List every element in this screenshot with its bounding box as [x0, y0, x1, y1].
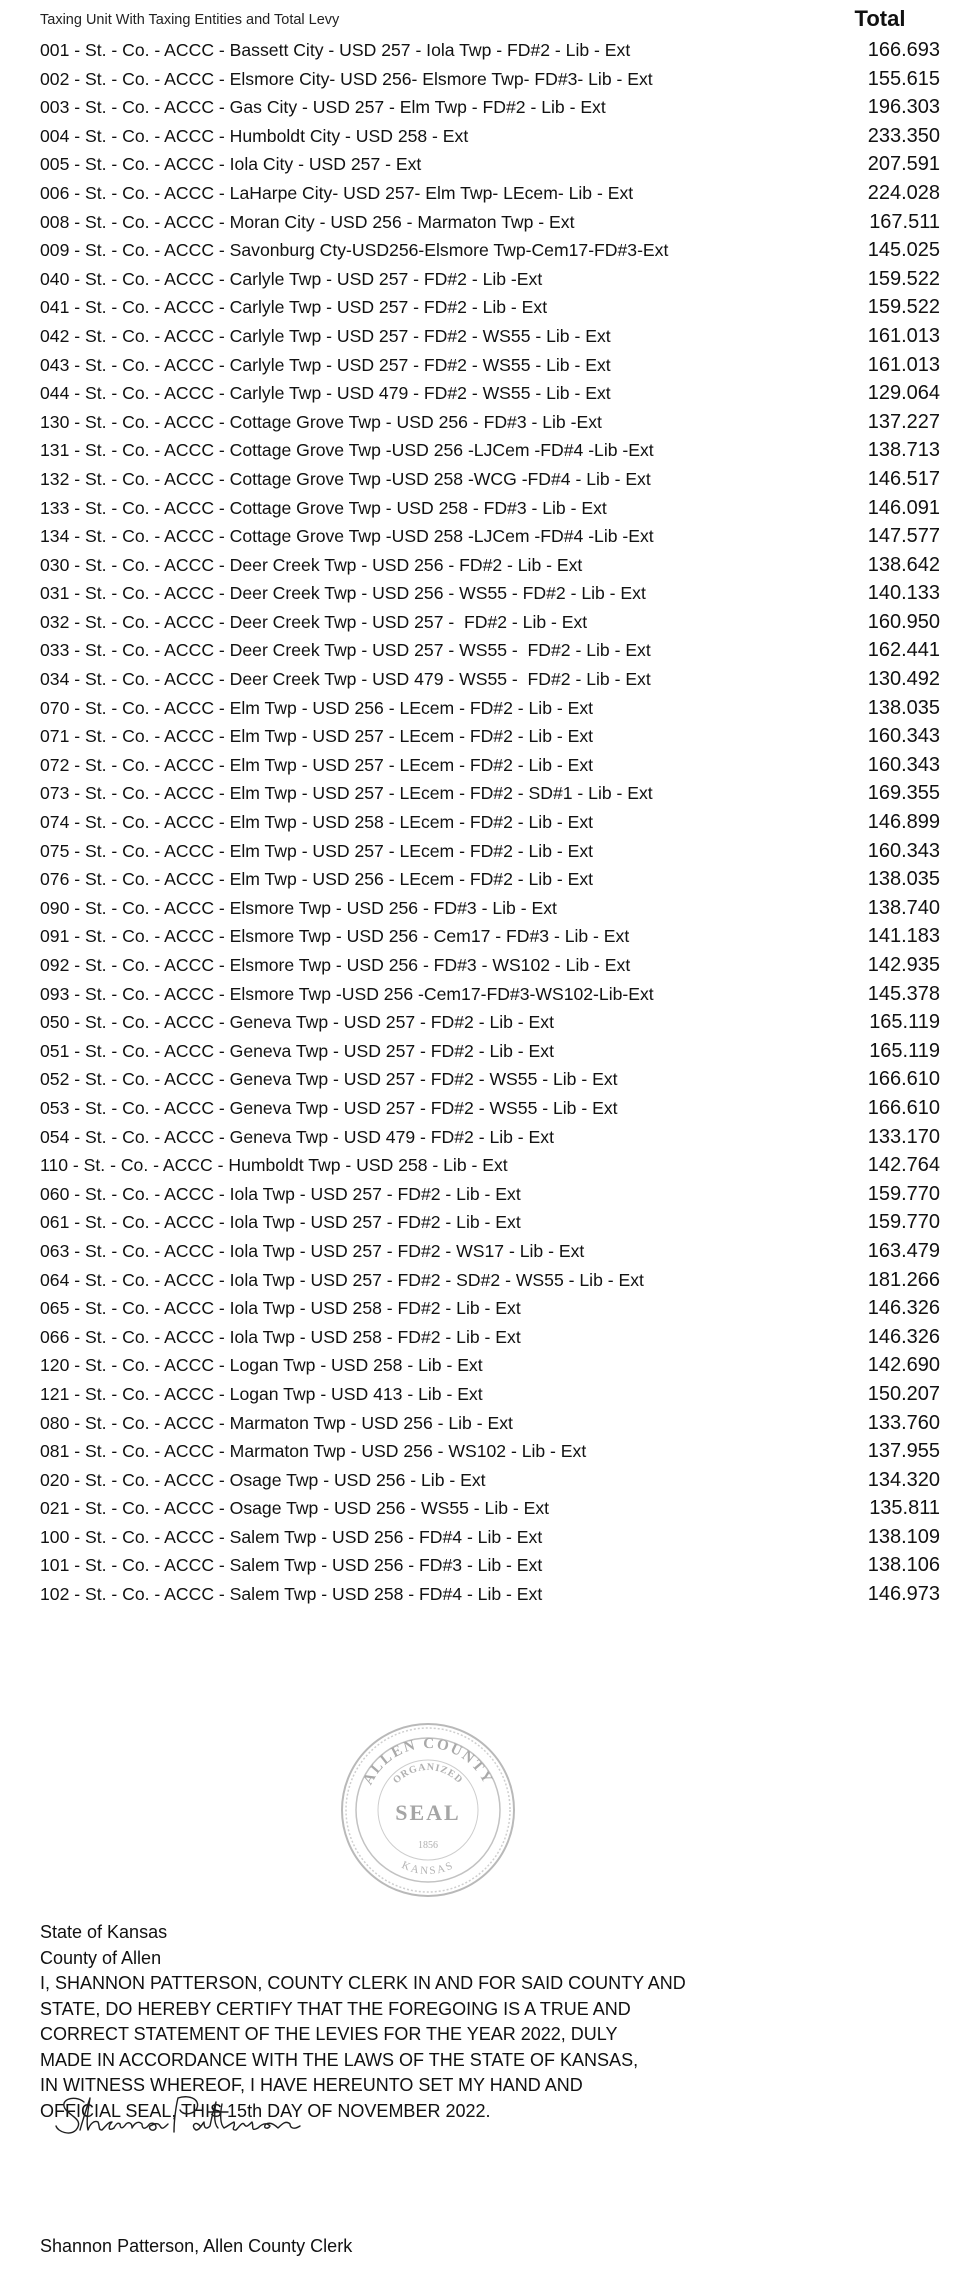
total-levy-value: 160.343	[867, 725, 940, 748]
taxing-unit-description: 134 - St. - Co. - ACCC - Cottage Grove Twp -USD 258 -LJCem -FD#4 -Lib -Ext	[40, 526, 654, 547]
table-row	[40, 522, 940, 551]
total-levy-value: 145.025	[867, 239, 940, 262]
total-levy-value: 135.811	[869, 1497, 940, 1520]
taxing-unit-description: 020 - St. - Co. - ACCC - Osage Twp - USD 256 - Lib - Ext	[40, 1469, 486, 1490]
table-row	[40, 665, 940, 694]
taxing-unit-description: 091 - St. - Co. - ACCC - Elsmore Twp - USD 256 - Cem17 - FD#3 - Lib - Ext	[40, 926, 630, 947]
total-levy-value: 150.207	[867, 1382, 940, 1405]
table-row	[40, 1523, 940, 1552]
table-row	[40, 1409, 940, 1438]
taxing-unit-description: 033 - St. - Co. - ACCC - Deer Creek Twp - USD 257 - WS55 - FD#2 - Lib - Ext	[40, 640, 651, 661]
cert-state: State of Kansas	[40, 1922, 168, 1942]
table-row	[40, 1294, 940, 1323]
table-row	[40, 1551, 940, 1580]
taxing-unit-description: 053 - St. - Co. - ACCC - Geneva Twp - USD 257 - FD#2 - WS55 - Lib - Ext	[40, 1097, 618, 1118]
total-levy-value: 181.266	[867, 1268, 940, 1291]
table-row	[40, 408, 940, 437]
table-row	[40, 65, 940, 94]
taxing-unit-description: 101 - St. - Co. - ACCC - Salem Twp - USD 256 - FD#3 - Lib - Ext	[40, 1555, 543, 1576]
cert-line: I, SHANNON PATTERSON, COUNTY CLERK IN AND FOR SAID COUNTY AND	[40, 1973, 686, 1993]
table-row	[40, 208, 940, 237]
table-row	[40, 465, 940, 494]
table-row	[40, 837, 940, 866]
seal-year: 1856	[418, 1840, 438, 1851]
table-row	[40, 865, 940, 894]
table-row	[40, 1008, 940, 1037]
total-levy-value: 140.133	[867, 582, 940, 605]
taxing-unit-description: 061 - St. - Co. - ACCC - Iola Twp - USD 257 - FD#2 - Lib - Ext	[40, 1212, 521, 1233]
seal-bottom-text: KANSAS	[399, 1859, 457, 1878]
taxing-unit-description: 073 - St. - Co. - ACCC - Elm Twp - USD 257 - LEcem - FD#2 - SD#1 - Lib - Ext	[40, 783, 653, 804]
taxing-unit-description: 070 - St. - Co. - ACCC - Elm Twp - USD 256 - LEcem - FD#2 - Lib - Ext	[40, 697, 594, 718]
taxing-unit-description: 040 - St. - Co. - ACCC - Carlyle Twp - USD 257 - FD#2 - Lib -Ext	[40, 268, 543, 289]
total-levy-value: 142.690	[867, 1354, 940, 1377]
total-levy-value: 169.355	[867, 782, 940, 805]
taxing-unit-description: 021 - St. - Co. - ACCC - Osage Twp - USD 256 - WS55 - Lib - Ext	[40, 1498, 550, 1519]
table-row	[40, 894, 940, 923]
taxing-unit-description: 130 - St. - Co. - ACCC - Cottage Grove Twp - USD 256 - FD#3 - Lib -Ext	[40, 411, 602, 432]
taxing-unit-description: 063 - St. - Co. - ACCC - Iola Twp - USD 257 - FD#2 - WS17 - Lib - Ext	[40, 1240, 585, 1261]
total-levy-value: 142.764	[867, 1154, 940, 1177]
taxing-unit-description: 052 - St. - Co. - ACCC - Geneva Twp - USD 257 - FD#2 - WS55 - Lib - Ext	[40, 1069, 618, 1090]
total-levy-value: 146.973	[867, 1583, 940, 1606]
table-row	[40, 1494, 940, 1523]
table-row	[40, 1123, 940, 1152]
total-levy-value: 155.615	[867, 67, 940, 90]
total-levy-value: 207.591	[867, 153, 940, 176]
signer-name: Shannon Patterson, Allen County Clerk	[40, 2236, 353, 2256]
taxing-unit-description: 064 - St. - Co. - ACCC - Iola Twp - USD 257 - FD#2 - SD#2 - WS55 - Lib - Ext	[40, 1269, 644, 1290]
taxing-unit-description: 092 - St. - Co. - ACCC - Elsmore Twp - USD 256 - FD#3 - WS102 - Lib - Ext	[40, 955, 631, 975]
total-levy-value: 165.119	[869, 1039, 940, 1062]
taxing-unit-description: 041 - St. - Co. - ACCC - Carlyle Twp - USD 257 - FD#2 - Lib - Ext	[40, 297, 548, 318]
taxing-unit-description: 054 - St. - Co. - ACCC - Geneva Twp - USD 479 - FD#2 - Lib - Ext	[40, 1126, 554, 1147]
table-row	[40, 1437, 940, 1466]
total-levy-value: 162.441	[867, 639, 940, 662]
taxing-unit-description: 066 - St. - Co. - ACCC - Iola Twp - USD 258 - FD#2 - Lib - Ext	[40, 1326, 521, 1347]
total-levy-value: 138.035	[867, 868, 940, 891]
taxing-unit-description: 131 - St. - Co. - ACCC - Cottage Grove Twp -USD 256 -LJCem -FD#4 -Lib -Ext	[40, 440, 654, 461]
total-levy-value: 138.109	[867, 1525, 940, 1548]
total-levy-value: 159.770	[867, 1182, 940, 1205]
taxing-unit-description: 006 - St. - Co. - ACCC - LaHarpe City- USD 257- Elm Twp- LEcem- Lib - Ext	[40, 182, 634, 203]
table-row	[40, 1266, 940, 1295]
table-row	[40, 436, 940, 465]
total-levy-value: 166.610	[867, 1068, 940, 1091]
total-levy-value: 160.950	[867, 610, 940, 633]
taxing-unit-description: 074 - St. - Co. - ACCC - Elm Twp - USD 258 - LEcem - FD#2 - Lib - Ext	[40, 812, 594, 833]
column-header-taxing-unit: Taxing Unit With Taxing Entities and Total Levy	[40, 12, 340, 28]
total-levy-value: 137.227	[867, 410, 940, 433]
taxing-unit-description: 110 - St. - Co. - ACCC - Humboldt Twp - USD 258 - Lib - Ext	[40, 1155, 508, 1176]
total-levy-value: 134.320	[867, 1468, 940, 1491]
taxing-unit-description: 050 - St. - Co. - ACCC - Geneva Twp - USD 257 - FD#2 - Lib - Ext	[40, 1012, 554, 1033]
total-levy-value: 138.740	[867, 896, 940, 919]
taxing-unit-description: 002 - St. - Co. - ACCC - Elsmore City- USD 256- Elsmore Twp- FD#3- Lib - Ext	[40, 68, 653, 89]
taxing-unit-description: 009 - St. - Co. - ACCC - Savonburg Cty-USD256-Elsmore Twp-Cem17-FD#3-Ext	[40, 240, 669, 261]
taxing-unit-description: 081 - St. - Co. - ACCC - Marmaton Twp - USD 256 - WS102 - Lib - Ext	[40, 1441, 587, 1462]
taxing-unit-description: 102 - St. - Co. - ACCC - Salem Twp - USD 258 - FD#4 - Lib - Ext	[40, 1584, 543, 1605]
taxing-unit-description: 044 - St. - Co. - ACCC - Carlyle Twp - USD 479 - FD#2 - WS55 - Lib - Ext	[40, 383, 611, 404]
total-levy-value: 146.326	[867, 1297, 940, 1320]
total-levy-value: 167.511	[869, 210, 940, 233]
taxing-unit-description: 090 - St. - Co. - ACCC - Elsmore Twp - USD 256 - FD#3 - Lib - Ext	[40, 897, 557, 918]
total-levy-value: 196.303	[867, 96, 940, 119]
total-levy-value: 129.064	[867, 382, 940, 405]
total-levy-value: 142.935	[867, 954, 940, 976]
total-levy-value: 146.517	[867, 467, 940, 490]
table-row	[40, 551, 940, 580]
table-row	[40, 1580, 940, 1609]
total-levy-value: 130.492	[867, 668, 940, 691]
table-row	[40, 579, 940, 608]
seal-center-text: SEAL	[395, 1800, 461, 1825]
total-levy-value: 159.522	[867, 267, 940, 290]
total-levy-value: 163.479	[867, 1239, 940, 1262]
table-row	[40, 293, 940, 322]
total-levy-value: 165.119	[869, 1011, 940, 1034]
table-row	[40, 351, 940, 380]
table-row	[40, 980, 940, 1009]
total-levy-value: 224.028	[867, 181, 940, 204]
taxing-unit-description: 071 - St. - Co. - ACCC - Elm Twp - USD 257 - LEcem - FD#2 - Lib - Ext	[40, 726, 594, 747]
cert-county: County of Allen	[40, 1947, 162, 1968]
table-row	[40, 1065, 940, 1094]
table-row	[40, 1151, 940, 1180]
taxing-unit-description: 060 - St. - Co. - ACCC - Iola Twp - USD 257 - FD#2 - Lib - Ext	[40, 1183, 521, 1204]
taxing-unit-description: 132 - St. - Co. - ACCC - Cottage Grove Twp -USD 258 -WCG -FD#4 - Lib - Ext	[40, 468, 651, 489]
table-row	[40, 751, 940, 780]
total-levy-value: 161.013	[867, 324, 940, 347]
table-header	[40, 6, 940, 36]
total-levy-value: 166.693	[867, 39, 940, 61]
taxing-unit-description: 030 - St. - Co. - ACCC - Deer Creek Twp - USD 256 - FD#2 - Lib - Ext	[40, 554, 583, 575]
taxing-unit-description: 075 - St. - Co. - ACCC - Elm Twp - USD 257 - LEcem - FD#2 - Lib - Ext	[40, 840, 594, 861]
table-row	[40, 36, 940, 65]
total-levy-value: 141.183	[867, 925, 940, 948]
table-row	[40, 808, 940, 837]
cert-line: MADE IN ACCORDANCE WITH THE LAWS OF THE STATE OF KANSAS,	[40, 2049, 639, 2070]
cert-line: CORRECT STATEMENT OF THE LEVIES FOR THE YEAR 2022, DULY	[40, 2024, 618, 2044]
total-levy-value: 233.350	[867, 124, 940, 147]
table-row	[40, 150, 940, 179]
taxing-unit-description: 004 - St. - Co. - ACCC - Humboldt City - USD 258 - Ext	[40, 125, 469, 146]
table-row	[40, 779, 940, 808]
table-row	[40, 1180, 940, 1209]
taxing-unit-description: 080 - St. - Co. - ACCC - Marmaton Twp - USD 256 - Lib - Ext	[40, 1412, 513, 1433]
total-levy-value: 133.760	[867, 1411, 940, 1434]
total-levy-value: 138.106	[867, 1554, 940, 1577]
total-levy-value: 159.522	[867, 296, 940, 319]
table-row	[40, 1323, 940, 1352]
taxing-unit-description: 072 - St. - Co. - ACCC - Elm Twp - USD 257 - LEcem - FD#2 - Lib - Ext	[40, 754, 594, 775]
total-levy-value: 146.899	[867, 811, 940, 834]
levy-table	[40, 36, 940, 1609]
taxing-unit-description: 042 - St. - Co. - ACCC - Carlyle Twp - USD 257 - FD#2 - WS55 - Lib - Ext	[40, 325, 611, 346]
table-row	[40, 1037, 940, 1066]
taxing-unit-description: 093 - St. - Co. - ACCC - Elsmore Twp -USD 256 -Cem17-FD#3-WS102-Lib-Ext	[40, 983, 654, 1004]
total-levy-value: 138.642	[867, 553, 940, 576]
taxing-unit-description: 008 - St. - Co. - ACCC - Moran City - USD 256 - Marmaton Twp - Ext	[40, 211, 575, 232]
seal-middle-text: ORGANIZED	[391, 1761, 465, 1787]
taxing-unit-description: 120 - St. - Co. - ACCC - Logan Twp - USD 258 - Lib - Ext	[40, 1355, 483, 1376]
taxing-unit-description: 031 - St. - Co. - ACCC - Deer Creek Twp - USD 256 - WS55 - FD#2 - Lib - Ext	[40, 583, 646, 604]
table-row	[40, 1380, 940, 1409]
table-row	[40, 922, 940, 951]
table-row	[40, 636, 940, 665]
table-row	[40, 265, 940, 294]
taxing-unit-description: 133 - St. - Co. - ACCC - Cottage Grove Twp - USD 258 - FD#3 - Lib - Ext	[40, 497, 607, 518]
table-row	[40, 1237, 940, 1266]
taxing-unit-description: 032 - St. - Co. - ACCC - Deer Creek Twp - USD 257 - FD#2 - Lib - Ext	[40, 611, 588, 632]
table-row	[40, 951, 940, 980]
table-row	[40, 694, 940, 723]
table-row	[40, 1466, 940, 1495]
taxing-unit-description: 043 - St. - Co. - ACCC - Carlyle Twp - USD 257 - FD#2 - WS55 - Lib - Ext	[40, 354, 611, 375]
table-row	[40, 122, 940, 151]
taxing-unit-description: 034 - St. - Co. - ACCC - Deer Creek Twp - USD 479 - WS55 - FD#2 - Lib - Ext	[40, 669, 651, 690]
cert-line: OFFICIAL SEAL, THIS 15th DAY OF NOVEMBER 2022.	[40, 2100, 491, 2121]
total-levy-value: 146.091	[867, 496, 940, 519]
table-row	[40, 1351, 940, 1380]
total-levy-value: 160.343	[867, 753, 940, 776]
total-levy-value: 133.170	[867, 1125, 940, 1148]
table-row	[40, 179, 940, 208]
taxing-unit-description: 100 - St. - Co. - ACCC - Salem Twp - USD 256 - FD#4 - Lib - Ext	[40, 1526, 543, 1547]
seal-top-text: ALLEN COUNTY	[360, 1735, 496, 1788]
taxing-unit-description: 121 - St. - Co. - ACCC - Logan Twp - USD 413 - Lib - Ext	[40, 1383, 483, 1404]
taxing-unit-description: 065 - St. - Co. - ACCC - Iola Twp - USD 258 - FD#2 - Lib - Ext	[40, 1298, 521, 1319]
table-row	[40, 608, 940, 637]
total-levy-value: 147.577	[867, 525, 940, 548]
total-levy-value: 138.035	[867, 696, 940, 719]
cert-line: STATE, DO HEREBY CERTIFY THAT THE FOREGOING IS A TRUE AND	[40, 1998, 631, 2019]
county-seal-icon	[338, 1720, 518, 1900]
table-row	[40, 1094, 940, 1123]
taxing-unit-description: 005 - St. - Co. - ACCC - Iola City - USD 257 - Ext	[40, 154, 422, 175]
table-row	[40, 93, 940, 122]
table-row	[40, 494, 940, 523]
column-header-total: Total	[854, 6, 906, 31]
total-levy-value: 137.955	[867, 1440, 940, 1463]
handwritten-signature-icon	[50, 2086, 350, 2146]
table-row	[40, 379, 940, 408]
taxing-unit-description: 001 - St. - Co. - ACCC - Bassett City - USD 257 - Iola Twp - FD#2 - Lib - Ext	[40, 40, 631, 60]
total-levy-value: 138.713	[867, 439, 940, 462]
table-row	[40, 1208, 940, 1237]
total-levy-value: 160.343	[867, 839, 940, 862]
table-row	[40, 236, 940, 265]
cert-line: IN WITNESS WHEREOF, I HAVE HEREUNTO SET MY HAND AND	[40, 2075, 583, 2095]
total-levy-value: 161.013	[867, 353, 940, 376]
taxing-unit-description: 076 - St. - Co. - ACCC - Elm Twp - USD 256 - LEcem - FD#2 - Lib - Ext	[40, 869, 594, 890]
total-levy-value: 159.770	[867, 1211, 940, 1234]
table-row	[40, 322, 940, 351]
total-levy-value: 145.378	[867, 982, 940, 1005]
taxing-unit-description: 003 - St. - Co. - ACCC - Gas City - USD 257 - Elm Twp - FD#2 - Lib - Ext	[40, 97, 606, 118]
table-row	[40, 722, 940, 751]
taxing-unit-description: 051 - St. - Co. - ACCC - Geneva Twp - USD 257 - FD#2 - Lib - Ext	[40, 1040, 554, 1061]
total-levy-value: 146.326	[867, 1325, 940, 1348]
total-levy-value: 166.610	[867, 1096, 940, 1119]
